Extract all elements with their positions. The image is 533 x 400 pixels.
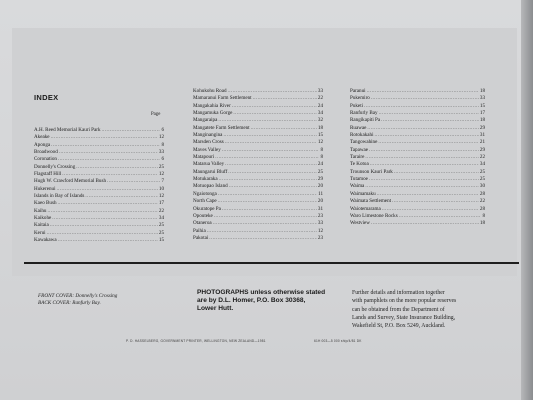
- index-entry: [193, 228, 323, 235]
- index-entry-name: Taraire: [350, 154, 365, 161]
- leader-dots: [365, 183, 479, 189]
- index-entry-page: 20: [317, 183, 323, 190]
- index-entry-page: 25: [479, 168, 485, 175]
- index-entry-page: 30: [479, 183, 485, 190]
- index-entry-page: 33: [317, 220, 323, 227]
- leader-dots: [377, 191, 479, 197]
- index-entry: [350, 176, 485, 183]
- index-entry: [193, 147, 323, 154]
- index-entry-page: 17: [479, 110, 485, 117]
- index-column-3: [350, 88, 485, 228]
- leader-dots: [215, 154, 319, 160]
- index-entry: [34, 149, 164, 156]
- index-entry-name: Mangamuka Gorge: [193, 110, 233, 117]
- cover-credits: [38, 293, 188, 307]
- leader-dots: [51, 142, 160, 148]
- index-entry-name: Kaihu: [34, 207, 47, 214]
- leader-dots: [228, 169, 317, 175]
- index-entry: [350, 161, 485, 168]
- leader-dots: [62, 171, 158, 177]
- index-column-1: [34, 127, 164, 245]
- leader-dots: [225, 161, 317, 167]
- leader-dots: [232, 103, 317, 109]
- index-entry-page: 25: [317, 168, 323, 175]
- index-entry: [350, 110, 485, 117]
- index-entry-name: A.H. Reed Memorial Kauri Park: [34, 127, 101, 133]
- index-entry-name: Pukemiro: [350, 95, 370, 102]
- leader-dots: [367, 88, 479, 94]
- index-entry-page: 12: [317, 227, 323, 234]
- photo-credit-line: PHOTOGRAPHS unless otherwise stated: [197, 289, 326, 296]
- further-details-line: Wakefield St, P.O. Box 5249, Auckland.: [352, 323, 446, 330]
- leader-dots: [218, 198, 317, 204]
- leader-dots: [364, 103, 479, 109]
- index-entry: [193, 191, 323, 198]
- index-entry-name: Pakotai: [193, 234, 209, 241]
- index-entry-page: 31: [317, 205, 323, 212]
- index-entry-page: 29: [479, 146, 485, 153]
- leader-dots: [59, 149, 158, 155]
- leader-dots: [374, 132, 478, 138]
- index-entry: [350, 95, 485, 102]
- index-entry: [193, 235, 323, 242]
- index-entry-name: Hugh W. Crawford Memorial Bush: [34, 178, 107, 185]
- index-entry-name: Tapawae: [350, 146, 369, 153]
- leader-dots: [379, 110, 479, 116]
- printer-imprint: P. D. HASSELBERG, GOVERNMENT PRINTER, WELLINGTON, NEW ZEALAND—1981: [126, 339, 266, 343]
- index-entry-name: Kawakawa: [34, 237, 57, 244]
- index-entry-page: 34: [158, 215, 164, 222]
- index-entry-page: 33: [479, 95, 485, 102]
- index-entry: [193, 125, 323, 132]
- index-entry-page: 8: [482, 212, 485, 219]
- index-entry-name: Broadwood: [34, 149, 58, 156]
- further-details-line: Lands and Survey, State Insurance Building,: [352, 314, 456, 321]
- index-entry-page: 22: [479, 154, 485, 161]
- leader-dots: [367, 125, 479, 131]
- leader-dots: [222, 147, 320, 153]
- leader-dots: [102, 127, 161, 133]
- index-entry-page: 12: [158, 134, 164, 141]
- leader-dots: [253, 95, 317, 101]
- index-entry-page: 18: [317, 124, 323, 131]
- leader-dots: [223, 132, 316, 138]
- index-entry-page: 32: [317, 117, 323, 124]
- index-entry-page: 22: [317, 95, 323, 102]
- index-entry-page: 33: [158, 149, 164, 156]
- index-column-2: [193, 88, 323, 242]
- index-entry-name: Waimamaku: [350, 190, 376, 197]
- index-entry-page: 18: [479, 88, 485, 94]
- index-entry-page: 7: [161, 178, 164, 185]
- index-entry: [34, 222, 164, 229]
- index-entry-name: Kohukohu Road: [193, 88, 227, 94]
- index-entry: [193, 198, 323, 205]
- index-entry: [193, 154, 323, 161]
- index-entry: [193, 117, 323, 124]
- index-entry-page: 12: [317, 139, 323, 146]
- index-entry-name: Kerui: [34, 229, 46, 236]
- index-entry-name: Otaneroa: [193, 220, 212, 227]
- leader-dots: [218, 191, 317, 197]
- leader-dots: [378, 139, 479, 145]
- index-entry: [193, 139, 323, 146]
- index-entry-page: 10: [158, 185, 164, 192]
- index-entry-name: Tangowahine: [350, 139, 378, 146]
- leader-dots: [51, 134, 158, 140]
- index-entry-page: 23: [317, 234, 323, 241]
- index-entry-name: Opouteke: [193, 212, 213, 219]
- leader-dots: [222, 206, 317, 212]
- index-entry-page: 28: [479, 190, 485, 197]
- further-details-line: with pamphlets on the more popular reserves: [352, 298, 457, 305]
- index-entry-name: Motukaraka: [193, 176, 218, 183]
- index-entry: [34, 178, 164, 185]
- leader-dots: [392, 198, 479, 204]
- index-entry-name: Flagstaff Hill: [34, 171, 62, 178]
- leader-dots: [225, 139, 317, 145]
- leader-dots: [214, 213, 317, 219]
- index-entry-name: Kaikohe: [34, 215, 52, 222]
- index-entry-page: 12: [158, 193, 164, 200]
- index-entry: [193, 169, 323, 176]
- index-entry-page: 23: [317, 212, 323, 219]
- index-entry-name: Coronation: [34, 156, 57, 163]
- index-entry: [350, 132, 485, 139]
- further-details: [352, 289, 494, 330]
- index-entry-page: 31: [479, 132, 485, 139]
- page-column-heading: Page: [151, 112, 161, 117]
- index-entry-page: 21: [479, 139, 485, 146]
- index-entry-name: Okuratope Pa: [193, 205, 221, 212]
- further-details-line: Further details and information together: [352, 290, 445, 296]
- further-details-line: can be obtained from the Department of: [352, 306, 445, 313]
- index-entry-name: Donnelly's Crossing: [34, 163, 76, 170]
- index-entry-page: 18: [479, 117, 485, 124]
- index-entry: [350, 147, 485, 154]
- leader-dots: [47, 208, 157, 214]
- photo-credit-line: Lower Hutt.: [197, 305, 234, 313]
- index-entry: [350, 198, 485, 205]
- index-entry-page: 6: [161, 127, 164, 133]
- index-entry-name: Ngaiotonga: [193, 190, 217, 197]
- leader-dots: [365, 154, 479, 160]
- index-entry-page: 25: [158, 222, 164, 229]
- index-entry-name: Rotokakahi: [350, 132, 374, 139]
- index-entry-name: Maungarui Bluff: [193, 168, 228, 175]
- index-entry-name: Puketi: [350, 102, 364, 109]
- index-entry: [193, 132, 323, 139]
- index-entry-name: Paranui: [350, 88, 366, 94]
- index-entry: [350, 169, 485, 176]
- index-entry-page: 34: [317, 110, 323, 117]
- index-entry: [34, 156, 164, 163]
- index-entry-name: Motuopao Island: [193, 183, 228, 190]
- index-entry-name: Ruawae: [350, 124, 367, 131]
- index-entry: [193, 206, 323, 213]
- leader-dots: [209, 235, 317, 241]
- leader-dots: [218, 117, 317, 123]
- index-entry-page: 6: [161, 156, 164, 163]
- index-entry: [350, 139, 485, 146]
- leader-dots: [52, 215, 158, 221]
- index-entry-name: Mangaraipa: [193, 117, 218, 124]
- index-entry-page: 28: [479, 205, 485, 212]
- divider-rule: [24, 262, 519, 264]
- index-entry-name: Mangatete Farm Settlement: [193, 124, 250, 131]
- index-entry-name: Matarua Valley: [193, 161, 225, 168]
- index-entry-name: Te Kotoa: [350, 161, 369, 168]
- page-edge: [521, 0, 533, 400]
- index-entry-page: 25: [158, 229, 164, 236]
- index-entry: [350, 183, 485, 190]
- index-entry-name: Mamaranui Farm Settlement: [193, 95, 252, 102]
- index-entry-name: Paihia: [193, 227, 206, 234]
- index-entry-page: 34: [479, 161, 485, 168]
- index-entry: [193, 213, 323, 220]
- index-entry-name: Maves Valley: [193, 146, 221, 153]
- index-entry: [350, 220, 485, 227]
- leader-dots: [76, 164, 158, 170]
- index-entry: [34, 200, 164, 207]
- index-entry: [34, 193, 164, 200]
- leader-dots: [399, 213, 482, 219]
- leader-dots: [229, 183, 317, 189]
- index-entry-name: Mangakahia River: [193, 102, 231, 109]
- index-entry-page: 12: [158, 171, 164, 178]
- index-entry-name: Westview: [350, 220, 370, 227]
- index-entry-name: Ranfurly Bay: [350, 110, 378, 117]
- leader-dots: [369, 147, 479, 153]
- index-entry: [193, 88, 323, 95]
- front-cover-caption: FRONT COVER: Donnelly's Crossing: [38, 293, 118, 299]
- index-entry-name: Islands in Bay of Islands: [34, 193, 85, 200]
- leader-dots: [228, 88, 317, 94]
- index-entry-name: Hukerenui: [34, 185, 56, 192]
- index-entry: [193, 220, 323, 227]
- index-entry: [34, 186, 164, 193]
- index-entry: [34, 127, 164, 134]
- index-entry: [193, 161, 323, 168]
- leader-dots: [58, 237, 158, 243]
- index-entry-page: 24: [317, 161, 323, 168]
- leader-dots: [219, 176, 317, 182]
- index-entry: [350, 103, 485, 110]
- index-entry-page: 15: [317, 132, 323, 139]
- leader-dots: [58, 156, 161, 162]
- index-entry-page: 29: [317, 176, 323, 183]
- leader-dots: [394, 169, 479, 175]
- leader-dots: [213, 220, 317, 226]
- leader-dots: [251, 125, 317, 131]
- leader-dots: [369, 176, 479, 182]
- index-entry-page: 11: [318, 190, 323, 197]
- index-entry: [34, 215, 164, 222]
- back-cover-caption: BACK COVER: Ranfurly Bay.: [38, 300, 101, 306]
- index-entry-page: 29: [479, 124, 485, 131]
- leader-dots: [382, 206, 479, 212]
- index-entry-name: Tutamoe: [350, 176, 368, 183]
- index-entry-page: 8: [320, 154, 323, 161]
- photo-credit-line: are by D.L. Homer, P.O. Box 30368,: [197, 297, 306, 305]
- index-entry-page: 17: [158, 200, 164, 207]
- index-entry: [350, 213, 485, 220]
- leader-dots: [207, 228, 317, 234]
- index-entry-page: 22: [479, 198, 485, 205]
- index-entry: [34, 230, 164, 237]
- leader-dots: [47, 230, 158, 236]
- leader-dots: [85, 193, 158, 199]
- print-code: 61H 003—5 000 ship/4/81 DK: [314, 339, 362, 343]
- index-entry-page: 8: [320, 146, 323, 153]
- index-entry-page: 15: [479, 102, 485, 109]
- index-entry: [350, 191, 485, 198]
- index-entry-name: Kaeo Bush: [34, 200, 57, 207]
- index-entry-name: Aponga: [34, 141, 51, 148]
- index-entry-page: 18: [479, 220, 485, 227]
- index-entry-page: 8: [161, 141, 164, 148]
- index-entry-name: Trounson Kauri Park: [350, 168, 393, 175]
- index-entry-page: 25: [158, 163, 164, 170]
- index-entry-name: Waiotemarama: [350, 205, 381, 212]
- index-entry: [34, 134, 164, 141]
- index-entry: [34, 164, 164, 171]
- leader-dots: [381, 117, 479, 123]
- leader-dots: [58, 200, 158, 206]
- leader-dots: [371, 220, 479, 226]
- index-entry-name: Waro Limestone Rocks: [350, 212, 398, 219]
- index-entry-page: 22: [158, 207, 164, 214]
- index-entry: [193, 110, 323, 117]
- index-entry: [193, 176, 323, 183]
- index-entry-name: Akeake: [34, 134, 50, 141]
- leader-dots: [370, 161, 479, 167]
- index-entry: [34, 208, 164, 215]
- leader-dots: [107, 178, 160, 184]
- index-entry-page: 15: [158, 237, 164, 244]
- index-entry-name: Marsden Cross: [193, 139, 224, 146]
- index-entry-page: 33: [317, 88, 323, 94]
- index-entry: [350, 117, 485, 124]
- index-entry: [350, 88, 485, 95]
- index-entry-page: 24: [317, 102, 323, 109]
- index-entry: [193, 95, 323, 102]
- index-entry-page: 20: [317, 198, 323, 205]
- index-entry: [193, 183, 323, 190]
- index-entry-name: Waimata Settlement: [350, 198, 392, 205]
- index-entry-name: Matapouri: [193, 154, 215, 161]
- leader-dots: [57, 186, 158, 192]
- index-entry-name: Kaitaia: [34, 222, 49, 229]
- leader-dots: [233, 110, 317, 116]
- index-entry-name: Manginangina: [193, 132, 223, 139]
- index-entry: [350, 154, 485, 161]
- index-entry-name: Waima: [350, 183, 365, 190]
- index-title: INDEX: [34, 93, 59, 102]
- index-entry: [350, 206, 485, 213]
- leader-dots: [50, 222, 158, 228]
- index-entry-name: North Cape: [193, 198, 217, 205]
- leader-dots: [371, 95, 479, 101]
- index-entry-name: Rangikapiti Pa: [350, 117, 381, 124]
- photo-credits: [197, 289, 337, 314]
- index-entry: [34, 142, 164, 149]
- index-entry: [193, 103, 323, 110]
- index-entry: [350, 125, 485, 132]
- index-entry: [34, 237, 164, 244]
- index-entry-page: 25: [479, 176, 485, 183]
